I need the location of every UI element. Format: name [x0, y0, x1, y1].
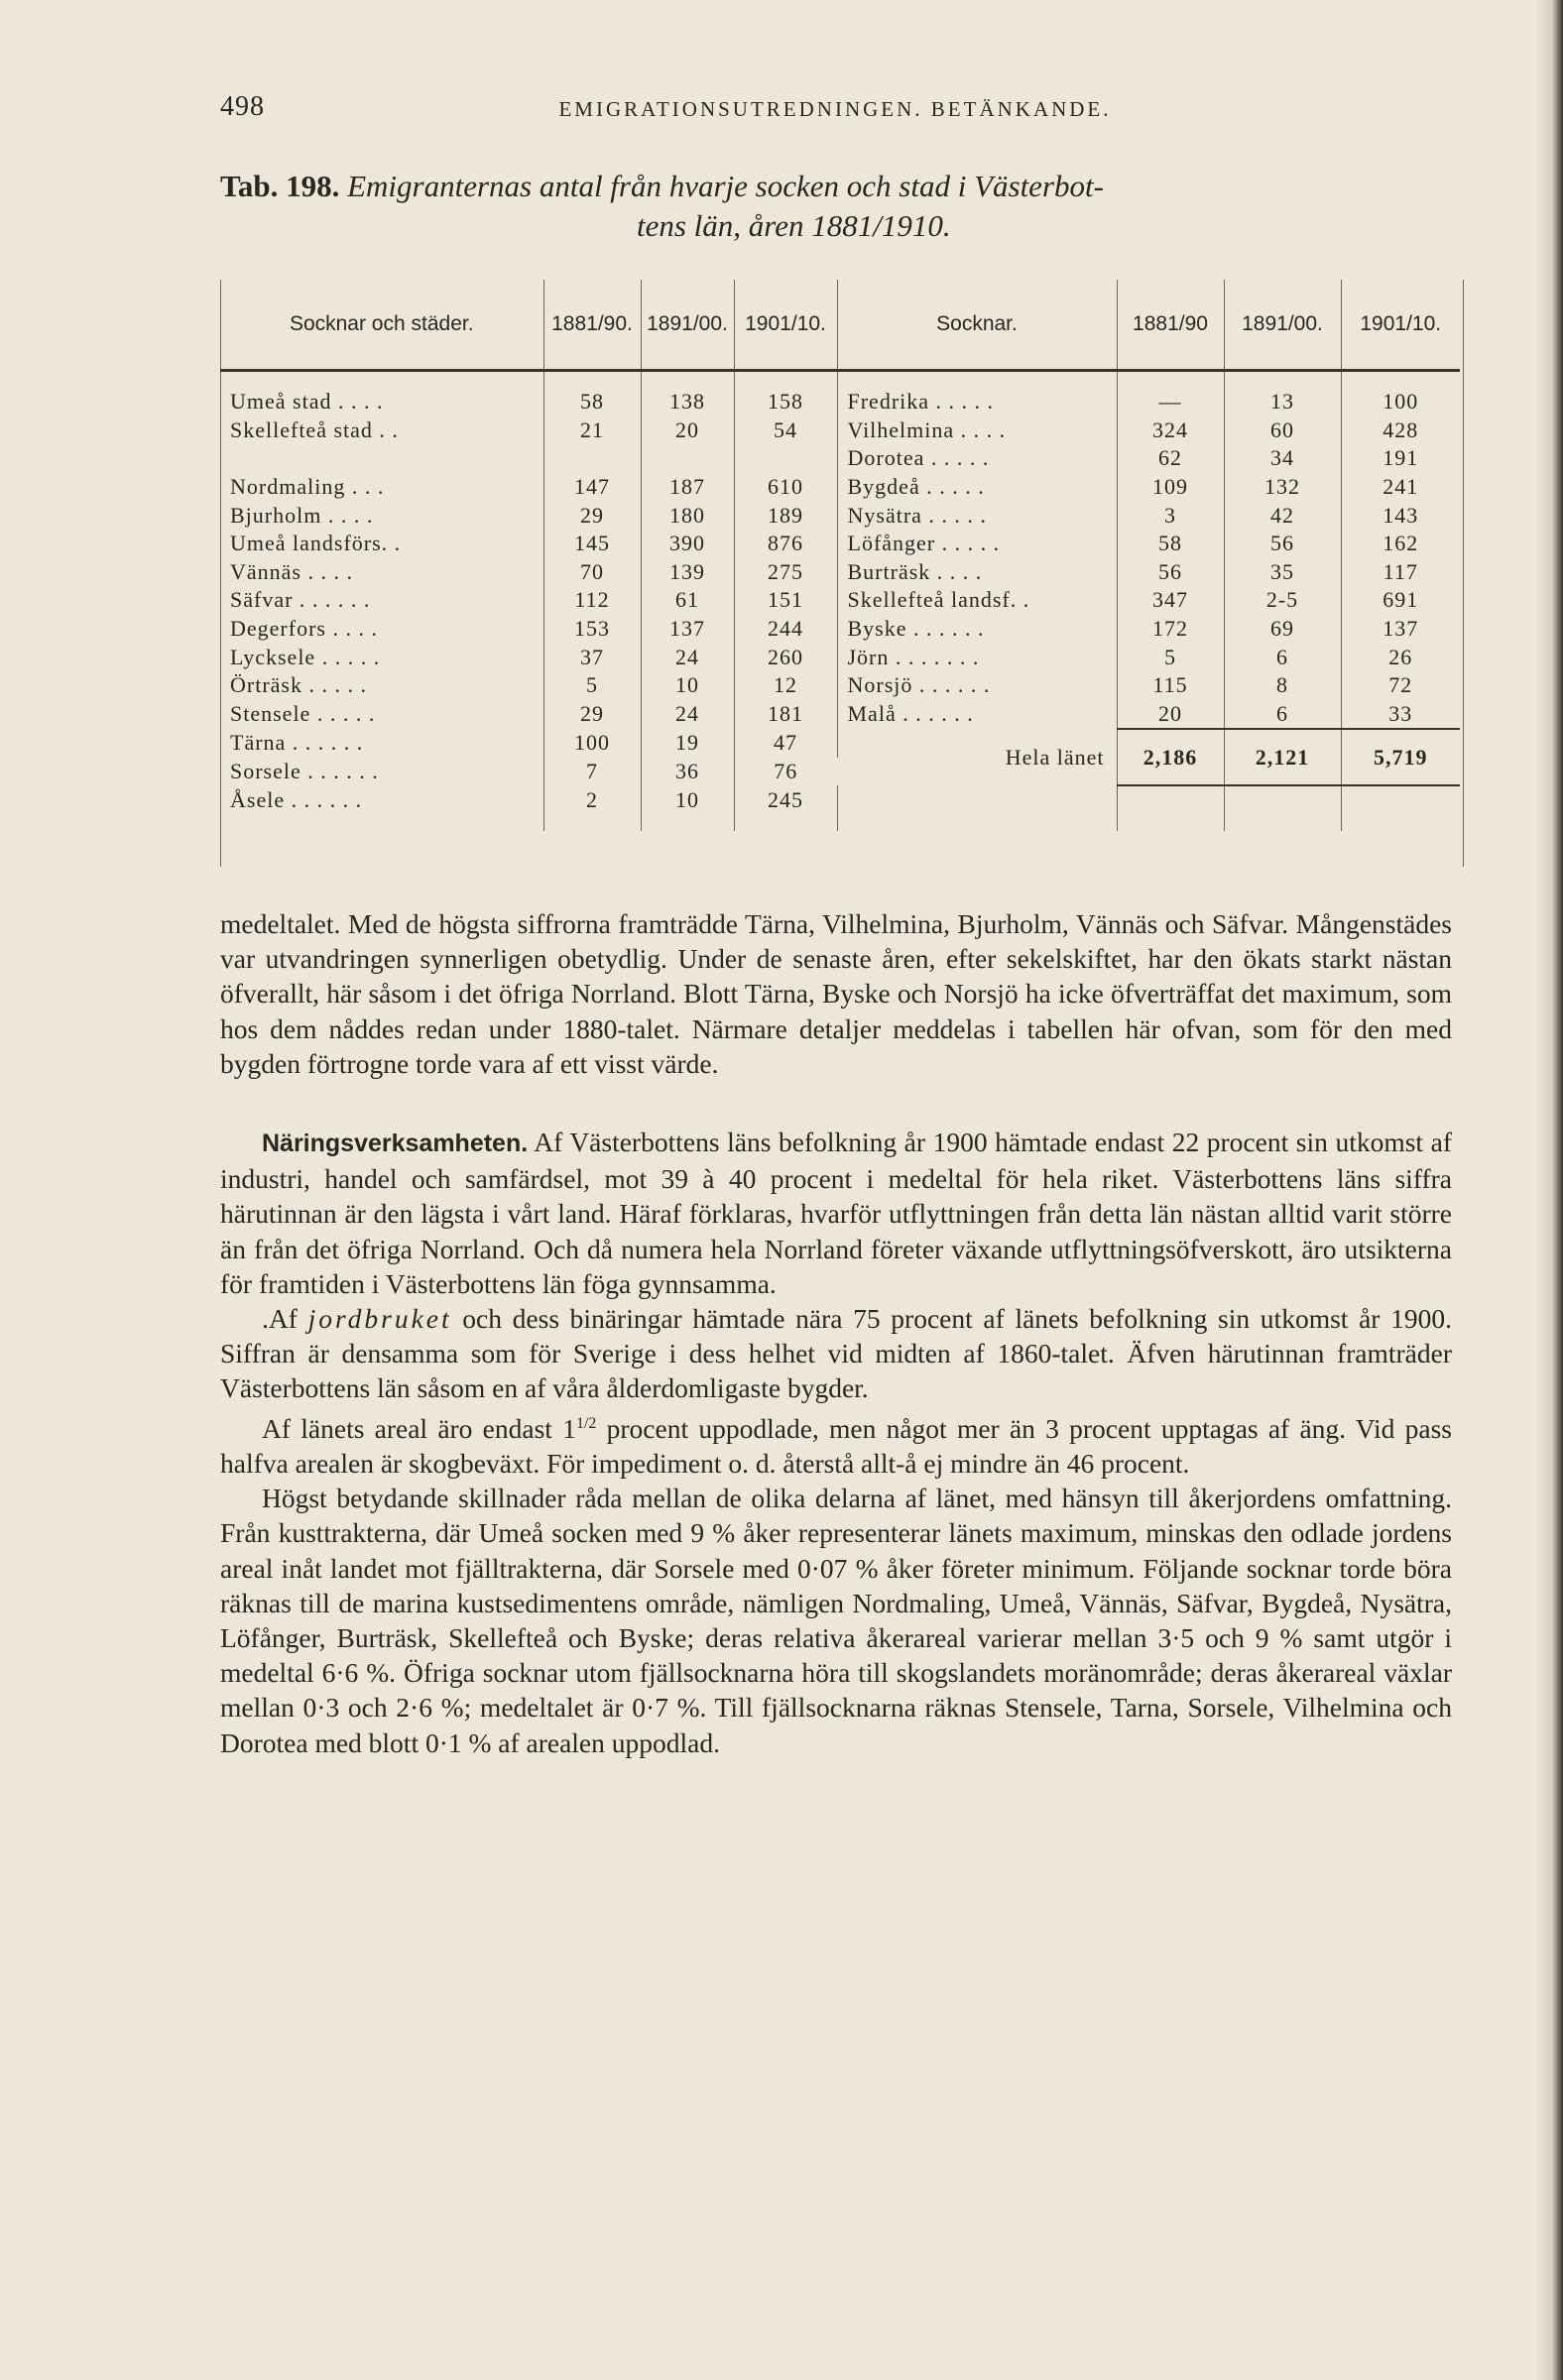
value-cell: 37	[543, 643, 641, 671]
value-cell: 100	[543, 729, 641, 758]
value-cell: 324	[1117, 416, 1224, 445]
parish-name-cell: Fredrika . . . . .	[837, 388, 1117, 416]
value-cell: 12	[734, 671, 837, 700]
paragraph-text: Af Västerbottens läns befolkning år 1900 hämtade endast 22 procent sin utkomst af industri, handel och samfärdsel, mot 39 à 40 procent i medeltal för hela riket. Västerbottens läns siffra härutinnan är den lägsta i vårt land. Häraf förklaras, hvarför utflyttningen från detta län nästan alltid varit större än från det öfriga Norrland. Och då numera hela Norrland företer växande utflyttningsöfverskott, äro utsikterna för framtiden i Västerbottens län föga gynnsamma.	[220, 1127, 1452, 1299]
table-caption	[220, 167, 1450, 246]
value-cell: 19	[641, 729, 734, 758]
parish-name-cell: Burträsk . . . .	[837, 558, 1117, 587]
col-header: 1881/90.	[543, 280, 641, 371]
total-value: 2,121	[1224, 729, 1341, 785]
value-cell: 145	[543, 530, 641, 558]
value-cell	[543, 444, 641, 473]
col-header: 1891/00.	[641, 280, 734, 371]
value-cell	[641, 444, 734, 473]
parish-name-cell: Sorsele . . . . . .	[220, 758, 543, 786]
value-cell	[1341, 785, 1460, 815]
value-cell: 6	[1224, 643, 1341, 671]
value-cell: 8	[1224, 671, 1341, 700]
paragraph-text: procent uppodlade, men något mer än 3 procent upptagas af äng. Vid pass halfva arealen är skogbeväxt. För impediment o. d. återstå allt-å ej mindre än 46 procent.	[220, 1412, 1452, 1479]
value-cell: 100	[1383, 389, 1419, 415]
value-cell: 76	[774, 759, 798, 784]
value-cell: 260	[734, 643, 837, 671]
table-row	[220, 388, 1460, 416]
parish-name-cell	[837, 785, 1117, 815]
parish-name-cell: Nordmaling . . .	[220, 473, 543, 502]
paragraph: medeltalet. Med de högsta siffrorna framträdde Tärna, Vilhelmina, Bjurholm, Vännäs och Säfvar. Mångenstädes var utvandringen synnerligen obetydlig. Under de senaste åren, efter sekelskiftet, har den ökats starkt nästan öfverallt, här såsom i det öfriga Norrland. Blott Tärna, Byske och Norsjö ha icke öfverträffat det maximum, som hos dem nåddes redan under 1880-talet. Närmare detaljer meddelas i tabellen här ofvan, som för den med bygden förtrogne torde vara af ett visst värde.	[220, 908, 1452, 1079]
paragraph	[220, 1406, 1452, 1482]
value-cell: 132	[1224, 473, 1341, 502]
total-label: Hela länet	[837, 729, 1117, 785]
value-cell: 54	[734, 416, 837, 445]
col-header: Socknar.	[837, 280, 1117, 371]
value-cell: 72	[1388, 672, 1413, 698]
value-cell: 2-5	[1224, 586, 1341, 615]
page-header	[220, 91, 1450, 131]
page-number: 498	[220, 91, 265, 122]
value-cell: 69	[1224, 615, 1341, 644]
value-cell: 61	[641, 586, 734, 615]
parish-name-cell: Nysätra . . . . .	[837, 501, 1117, 530]
value-cell: 610	[734, 473, 837, 502]
col-header: 1881/90	[1117, 280, 1224, 371]
value-cell	[734, 444, 837, 473]
value-cell: 20	[641, 416, 734, 445]
value-cell: 60	[1224, 416, 1341, 445]
value-cell: 153	[543, 615, 641, 644]
value-cell: 35	[1224, 558, 1341, 587]
table-row	[220, 530, 1460, 558]
parish-name-cell: Skellefteå landsf. .	[837, 586, 1117, 615]
value-cell: 241	[1383, 474, 1419, 500]
table-label: Tab. 198.	[220, 169, 340, 203]
col-header: 1901/10.	[1341, 280, 1460, 371]
value-cell: 151	[734, 586, 837, 615]
spaced-term: jordbruket	[307, 1303, 452, 1335]
value-cell: 172	[1117, 615, 1224, 644]
value-cell: 191	[1383, 445, 1419, 471]
table-title-line1: Emigranternas antal från hvarje socken och stad i Västerbot-	[347, 169, 1104, 203]
value-cell: 117	[1383, 558, 1418, 584]
parish-name-cell: Stensele . . . . .	[220, 700, 543, 730]
page-edge	[1535, 0, 1563, 2380]
value-cell: 245	[734, 785, 837, 815]
table-row	[220, 501, 1460, 530]
value-cell: 112	[543, 586, 641, 615]
col-header: 1891/00.	[1224, 280, 1341, 371]
value-cell: 42	[1224, 501, 1341, 530]
parish-name-cell: Skellefteå stad . .	[220, 416, 543, 445]
parish-name-cell: Vännäs . . . .	[220, 558, 543, 587]
value-cell: 24	[641, 643, 734, 671]
value-cell: 189	[734, 501, 837, 530]
value-cell: 13	[1224, 388, 1341, 416]
value-cell: 6	[1224, 700, 1341, 730]
value-cell: 36	[641, 758, 734, 786]
value-cell: 143	[1383, 502, 1419, 528]
table-row	[220, 615, 1460, 644]
col-header: Socknar och städer.	[220, 280, 543, 371]
parish-name-cell: Degerfors . . . .	[220, 615, 543, 644]
value-cell: 5	[1117, 643, 1224, 671]
value-cell: 10	[641, 785, 734, 815]
table-title-line2: tens län, åren 1881/1910.	[637, 208, 951, 243]
running-title: EMIGRATIONSUTREDNINGEN. BETÄNKANDE.	[558, 97, 1112, 121]
table-gap-row	[220, 815, 1460, 831]
value-cell: 691	[1383, 587, 1419, 613]
parish-name-cell: Umeå stad . . . .	[220, 388, 543, 416]
table-header-row	[220, 280, 1460, 371]
value-cell: 139	[641, 558, 734, 587]
table-row	[220, 700, 1460, 730]
parish-name-cell	[220, 444, 543, 473]
paragraph-text: .Af	[262, 1303, 308, 1335]
fraction: 1/2	[575, 1414, 597, 1432]
parish-name-cell: Lycksele . . . . .	[220, 643, 543, 671]
parish-name-cell: Vilhelmina . . . .	[837, 416, 1117, 445]
value-cell: 56	[1117, 558, 1224, 587]
parish-name-cell: Dorotea . . . . .	[837, 444, 1117, 473]
table-row	[220, 444, 1460, 473]
parish-name-cell: Löfånger . . . . .	[837, 530, 1117, 558]
value-cell: 137	[1383, 616, 1419, 642]
value-cell: 3	[1117, 501, 1224, 530]
value-cell: 70	[543, 558, 641, 587]
value-cell: 109	[1117, 473, 1224, 502]
col-header: 1901/10.	[734, 280, 837, 371]
value-cell: 7	[543, 758, 641, 786]
table-row	[220, 785, 1460, 815]
table-row	[220, 671, 1460, 700]
value-cell: 29	[543, 501, 641, 530]
value-cell	[1117, 785, 1224, 815]
value-cell: 26	[1388, 644, 1413, 669]
value-cell: 34	[1224, 444, 1341, 473]
paragraph	[220, 1125, 1452, 1301]
parish-name-cell: Åsele . . . . . .	[220, 785, 543, 815]
section-runin-heading: Näringsverksamheten.	[262, 1130, 529, 1158]
parish-name-cell: Byske . . . . . .	[837, 615, 1117, 644]
value-cell: 275	[734, 558, 837, 587]
parish-name-cell: Tärna . . . . . .	[220, 729, 543, 758]
value-cell: 62	[1117, 444, 1224, 473]
parish-name-cell: Bygdeå . . . . .	[837, 473, 1117, 502]
total-value: 2,186	[1117, 729, 1224, 785]
table-row	[220, 473, 1460, 502]
value-cell: 158	[734, 388, 837, 416]
value-cell: 10	[641, 671, 734, 700]
table-row	[220, 558, 1460, 587]
value-cell: 20	[1117, 700, 1224, 730]
table-gap-row	[220, 371, 1460, 389]
value-cell: 47	[734, 729, 837, 758]
parish-name-cell: Malå . . . . . .	[837, 700, 1117, 730]
parish-name-cell: Bjurholm . . . .	[220, 501, 543, 530]
value-cell: 138	[641, 388, 734, 416]
value-cell: 33	[1388, 700, 1413, 726]
value-cell: 244	[734, 615, 837, 644]
value-cell: 5	[543, 671, 641, 700]
paragraph-text: Af länets areal äro endast 1	[262, 1412, 576, 1444]
value-cell: 162	[1383, 531, 1419, 556]
value-cell: 180	[641, 501, 734, 530]
emigration-table	[220, 280, 1460, 831]
table-row	[220, 586, 1460, 615]
value-cell: 181	[734, 700, 837, 730]
value-cell: 56	[1224, 530, 1341, 558]
value-cell: 187	[641, 473, 734, 502]
value-cell: 58	[543, 388, 641, 416]
value-cell: 347	[1117, 586, 1224, 615]
value-cell	[1224, 785, 1341, 815]
paragraph	[220, 1301, 1452, 1406]
parish-name-cell: Säfvar . . . . . .	[220, 586, 543, 615]
table-body	[220, 371, 1460, 831]
value-cell: 876	[734, 530, 837, 558]
paragraph-text: och dess binäringar hämtade nära 75 procent af länets befolkning sin utkomst år 1900. Siffran är densamma som för Sverige i dess helhet vid midten af 1860-talet. Äfven härutinnan framträder Västerbottens län såsom en af våra ålderdomligaste bygder.	[220, 1303, 1452, 1404]
value-cell: —	[1117, 388, 1224, 416]
value-cell: 58	[1117, 530, 1224, 558]
value-cell: 115	[1117, 671, 1224, 700]
body-text	[220, 906, 1452, 1760]
value-cell: 390	[641, 530, 734, 558]
total-value: 5,719	[1341, 729, 1460, 785]
table-row	[220, 643, 1460, 671]
value-cell: 147	[543, 473, 641, 502]
value-cell: 2	[543, 785, 641, 815]
value-cell: 29	[543, 700, 641, 730]
parish-name-cell: Umeå landsförs. .	[220, 530, 543, 558]
parish-name-cell: Jörn . . . . . . .	[837, 643, 1117, 671]
paragraph: Högst betydande skillnader råda mellan de olika delarna af länet, med hänsyn till åkerjordens omfattning. Från kusttrakterna, där Umeå socken med 9 % åker representerar länets maximum, minskas den odlade jordens areal inåt landet mot fjälltrakterna, där Sorsele med 0·07 % åker företer minimum. Följande socknar torde böra räknas till de marina kustsedimentens område, nämligen Nordmaling, Umeå, Vännäs, Säfvar, Bygdeå, Nysätra, Löfånger, Burträsk, Skellefteå och Byske; deras relativa åkerareal varierar mellan 3·5 och 9 % samt utgör i medeltal 6·6 %. Öfriga socknar utom fjällsocknarna höra till skogslandets moränområde; deras åkerareal växlar mellan 0·3 och 2·6 %; medeltalet är 0·7 %. Till fjällsocknarna räknas Stensele, Tarna, Sorsele, Vilhelmina och Dorotea med blott 0·1 % af arealen uppodlad.	[220, 1483, 1452, 1758]
parish-name-cell: Norsjö . . . . . .	[837, 671, 1117, 700]
table-row	[220, 729, 1460, 758]
value-cell: 137	[641, 615, 734, 644]
value-cell: 428	[1383, 416, 1419, 442]
value-cell: 21	[543, 416, 641, 445]
table-row	[220, 416, 1460, 445]
value-cell: 24	[641, 700, 734, 730]
parish-name-cell: Örträsk . . . . .	[220, 671, 543, 700]
